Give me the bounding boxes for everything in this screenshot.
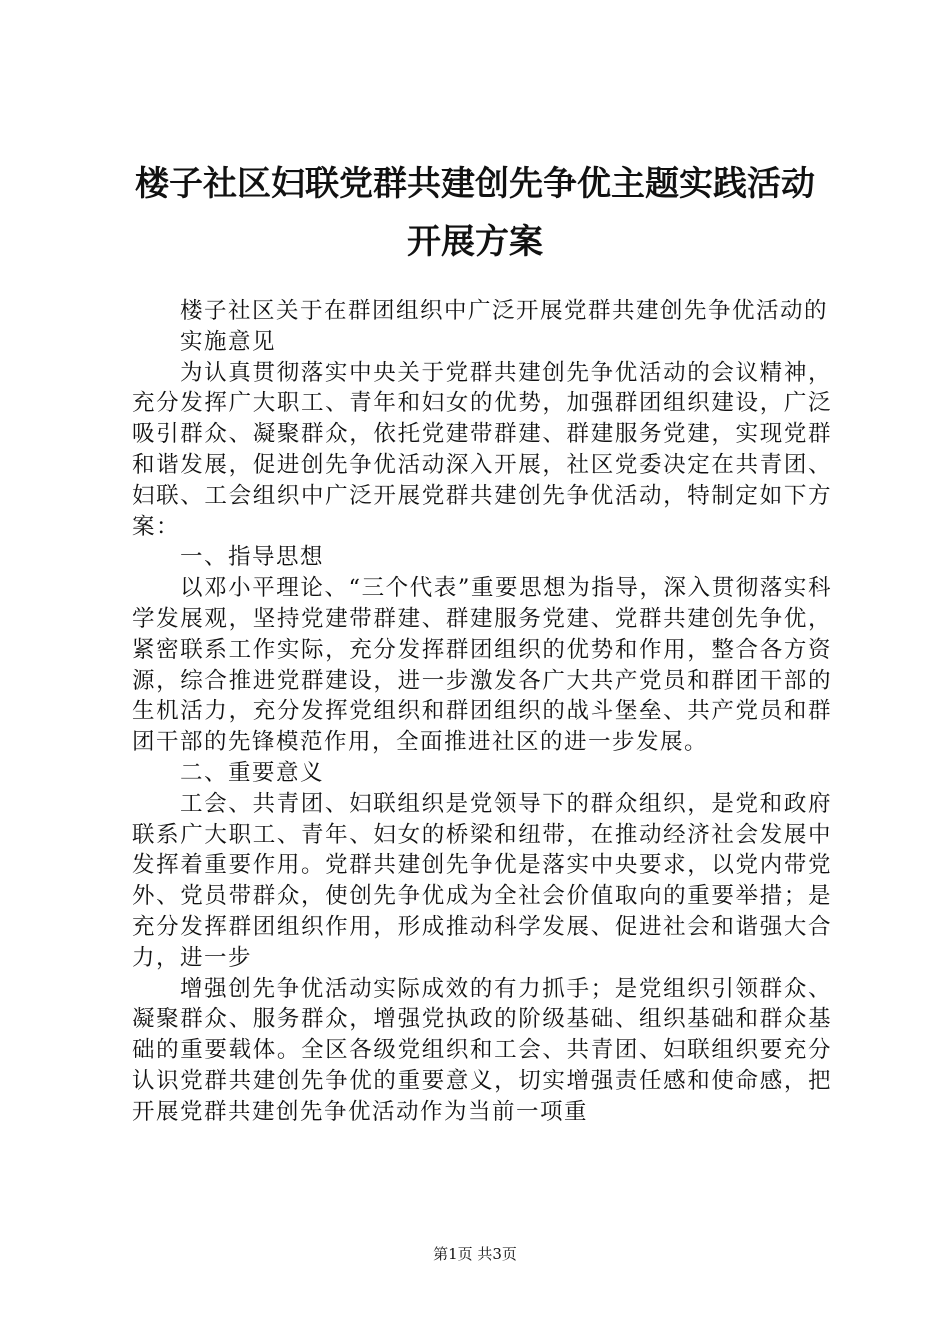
guiding-ideology-paragraph: 以邓小平理论、“三个代表”重要思想为指导，深入贯彻落实科学发展观，坚持党建带群建、群建服务党建、党群共建创先争优，紧密联系工作实际，充分发挥群团组织的优势和作用，整合各方资源，综合推进党群建设，进一步激发各广大共产党员和群团干部的生机活力，充分发挥党组织和群团组织的战斗堡垒、共产党员和群团干部的先锋模范作用，全面推进社区的进一步发展。 (132, 575, 832, 756)
purpose-paragraph: 为认真贯彻落实中央关于党群共建创先争优活动的会议精神，充分发挥广大职工、青年和妇女的优势，加强群团组织建设，广泛吸引群众、凝聚群众，依托党建带群建、群建服务党建，实现党群和谐发展，促进创先争优活动深入开展，社区党委决定在共青团、妇联、工会组织中广泛开展党群共建创先争优活动，特制定如下方案： (132, 359, 832, 540)
intro-paragraph: 楼子社区关于在群团组织中广泛开展党群共建创先争优活动的 (180, 298, 829, 324)
section-heading-guiding-ideology: 一、指导思想 (180, 544, 325, 571)
intro-subtitle: 实施意见 (180, 328, 277, 355)
section-heading-significance: 二、重要意义 (180, 759, 325, 786)
significance-paragraph-1: 工会、共青团、妇联组织是党领导下的群众组织，是党和政府联系广大职工、青年、妇女的桥梁和纽带，在推动经济社会发展中发挥着重要作用。党群共建创先争优是落实中央要求，以党内带党外、党员带群众，使创先争优成为全社会价值取向的重要举措；是充分发挥群团组织作用，形成推动科学发展、促进社会和谐强大合力，进一步 (132, 790, 832, 971)
significance-paragraph-2: 增强创先争优活动实际成效的有力抓手；是党组织引领群众、凝聚群众、服务群众，增强党执政的阶级基础、组织基础和群众基础的重要载体。全区各级党组织和工会、共青团、妇联组织要充分认识党群共建创先争优的重要意义，切实增强责任感和使命感，把开展党群共建创先争优活动作为当前一项重 (132, 975, 832, 1125)
page-footer: 第1页 共3页 (433, 1245, 517, 1263)
document-body (132, 296, 832, 1128)
document-title-line-1: 楼子社区妇联党群共建创先争优主题实践活动 (135, 164, 815, 204)
document-title-line-2: 开展方案 (407, 222, 543, 262)
